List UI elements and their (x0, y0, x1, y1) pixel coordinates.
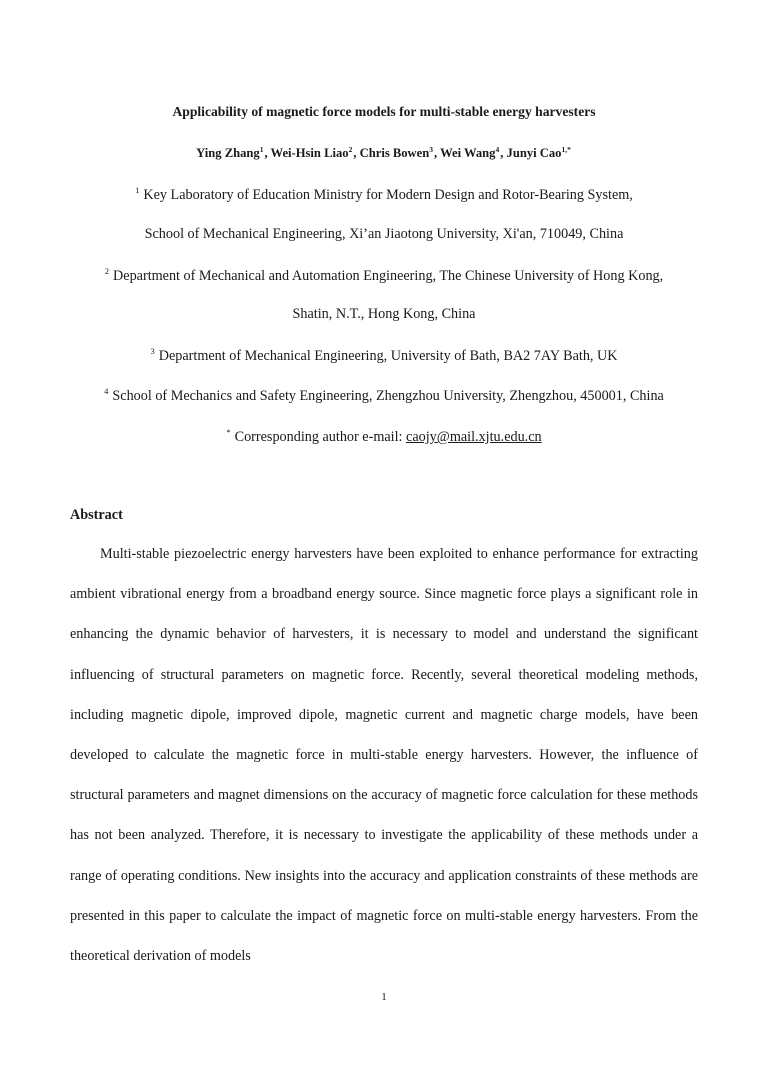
author-name: Chris Bowen (359, 146, 430, 160)
affiliation-4 (0, 386, 768, 405)
affiliation-2-text: Department of Mechanical and Automation Engineering, The Chinese University of Hong Kong, (113, 268, 664, 284)
author-affiliation-mark: 2 (348, 145, 353, 154)
author-name: Junyi Cao (506, 146, 562, 160)
corresponding-mark: * (226, 427, 231, 437)
corresponding-label: Corresponding author e-mail: (234, 429, 407, 445)
abstract-body: Multi-stable piezoelectric energy harvesters have been exploited to enhance performance for extracting ambient vibrational energy from a broadband energy source. Since magnetic force plays a significant role in enhancing the dynamic behavior of harvesters, it is necessary to model and understand the significant influencing of structural parameters on magnetic force. Recently, several theoretical modeling methods, including magnetic dipole, improved dipole, magnetic current and magnetic charge models, have been developed to calculate the magnetic force in multi-stable energy harvesters. However, the influence of structural parameters and magnet dimensions on the accuracy of magnetic force calculation for these methods has not been analyzed. Therefore, it is necessary to investigate the applicability of these methods under a range of operating conditions. New insights into the accuracy and application constraints of these methods are presented in this paper to calculate the impact of magnetic force on multi-stable energy harvesters. From the theoretical derivation of models (70, 546, 698, 965)
affiliation-3-mark: 3 (150, 346, 155, 356)
abstract-heading: Abstract (70, 507, 123, 523)
author-list (0, 145, 768, 161)
author-separator: , (434, 146, 441, 160)
affiliation-1-line-1 (0, 185, 768, 204)
author-name: Wei-Hsin Liao (270, 146, 349, 160)
affiliation-1-line-2: School of Mechanical Engineering, Xi’an Jiaotong University, Xi'an, 710049, China (144, 226, 624, 242)
affiliation-1-mark: 1 (135, 185, 140, 195)
page-number: 1 (381, 991, 387, 1003)
author-affiliation-mark: 4 (495, 145, 500, 154)
author-name: Wei Wang (440, 146, 496, 160)
author-affiliation-mark: 3 (429, 145, 433, 154)
affiliation-3-text: Department of Mechanical Engineering, University of Bath, BA2 7AY Bath, UK (158, 348, 618, 364)
author-separator: , (264, 146, 271, 160)
affiliation-2-line-1 (0, 266, 768, 285)
affiliation-4-mark: 4 (104, 386, 109, 396)
author-separator: , (500, 146, 507, 160)
affiliation-2-mark: 2 (104, 266, 110, 276)
affiliation-3 (0, 346, 768, 365)
corresponding-author (0, 427, 768, 446)
affiliation-1-text: Key Laboratory of Education Ministry for Modern Design and Rotor-Bearing System, (143, 187, 633, 203)
corresponding-email-link[interactable]: caojy@mail.xjtu.edu.cn (406, 429, 542, 445)
author-name: Ying Zhang (196, 146, 260, 160)
author-separator: , (353, 146, 360, 160)
author-affiliation-mark: 1 (259, 145, 264, 154)
paper-title: Applicability of magnetic force models for multi-stable energy harvesters (172, 104, 596, 119)
author-affiliation-mark: 1,* (561, 145, 571, 154)
affiliation-2-line-2: Shatin, N.T., Hong Kong, China (292, 306, 476, 322)
affiliation-4-text: School of Mechanics and Safety Engineering, Zhengzhou University, Zhengzhou, 450001, China (112, 388, 664, 404)
